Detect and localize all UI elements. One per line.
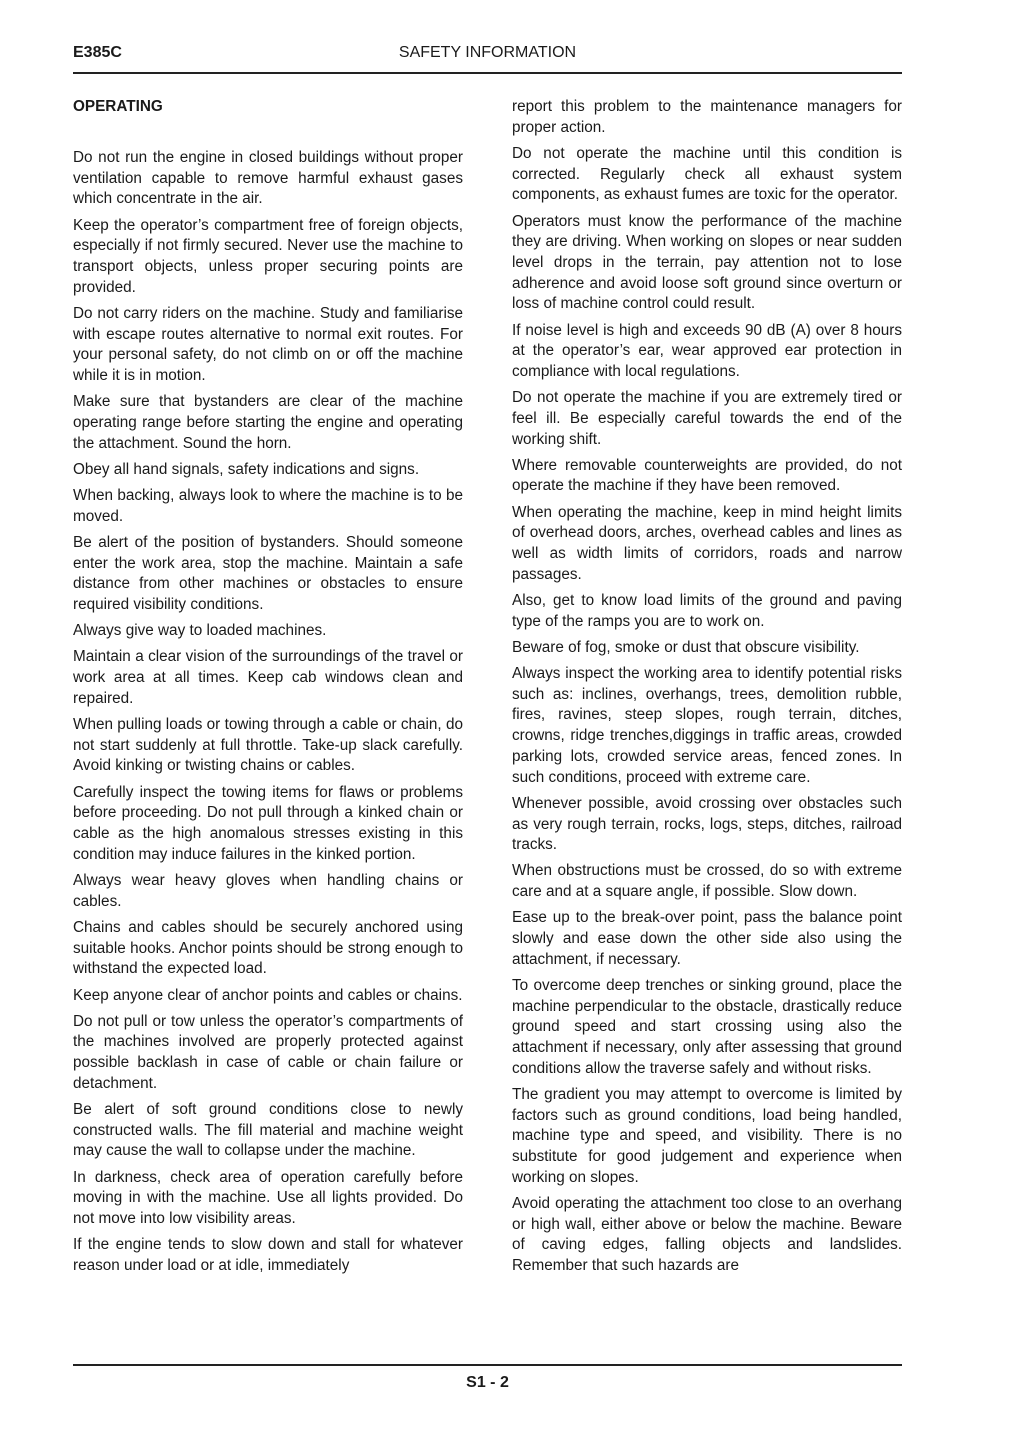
- paragraph: Keep anyone clear of anchor points and cables or chains.: [73, 986, 463, 1004]
- right-column: [512, 97, 902, 1282]
- paragraph: If the engine tends to slow down and stall for whatever reason under load or at idle, immediately: [73, 1236, 463, 1274]
- paragraph: Carefully inspect the towing items for flaws or problems before proceeding. Do not pull through a kinked chain or cable as the high anomalous stresses existing in this condition may induce failures in the kinked portion.: [73, 783, 463, 863]
- page-number: S1 - 2: [466, 1374, 509, 1391]
- paragraph: Always wear heavy gloves when handling chains or cables.: [73, 872, 463, 910]
- paragraph: Operators must know the performance of the machine they are driving. When working on slopes or near sudden level drops in the terrain, pay attention not to lose adherence and avoid loose soft ground since overturn or loss of machine control could result.: [512, 212, 902, 313]
- paragraph: To overcome deep trenches or sinking ground, place the machine perpendicular to the obstacle, drastically reduce ground speed and start crossing using also the attachment if necessary, only after assessing that ground conditions allow the traverse safely and without risks.: [512, 976, 902, 1077]
- page-header-title: SAFETY INFORMATION: [398, 44, 577, 61]
- paragraph: Chains and cables should be securely anchored using suitable hooks. Anchor points should be strong enough to withstand the expected load.: [73, 918, 463, 978]
- header-rule: [73, 72, 902, 74]
- model-label: E385C: [73, 44, 122, 61]
- paragraph: Where removable counterweights are provided, do not operate the machine if they have been removed.: [512, 456, 902, 495]
- paragraph: Do not pull or tow unless the operator’s compartments of the machines involved are properly protected against possible backlash in case of cable or chain failure or detachment.: [73, 1012, 463, 1092]
- paragraph: Maintain a clear vision of the surroundings of the travel or work area at all times. Keep cab windows clean and repaired.: [73, 648, 463, 707]
- paragraph: Avoid operating the attachment too close to an overhang or high wall, either above or below the machine. Beware of caving edges, falling objects and landslides. Remember that such hazards are: [512, 1194, 902, 1275]
- paragraph: Be alert of the position of bystanders. Should someone enter the work area, stop the machine. Maintain a safe distance from other machines or obstacles to ensure required visibility conditions.: [73, 533, 463, 614]
- paragraph: Keep the operator’s compartment free of foreign objects, especially if not firmly secured. Never use the machine to transport objects, unless proper securing points are provided.: [73, 216, 463, 296]
- paragraph: If noise level is high and exceeds 90 dB (A) over 8 hours at the operator’s ear, wear approved ear protection in compliance with local regulations.: [512, 321, 902, 380]
- paragraph: Obey all hand signals, safety indications and signs.: [73, 460, 420, 478]
- paragraph: In darkness, check area of operation carefully before moving in with the machine. Use all lights provided. Do not move into low visibility areas.: [73, 1168, 463, 1228]
- paragraph: Do not operate the machine until this condition is corrected. Regularly check all exhaust system components, as exhaust fumes are toxic for the operator.: [512, 144, 902, 204]
- paragraph: Beware of fog, smoke or dust that obscure visibility.: [512, 638, 860, 656]
- paragraph: Always inspect the working area to identify potential risks such as: inclines, overhangs, trees, demolition rubble, fires, ravines, steep slopes, rough terrain, ditches, crowns, ridge trenches,diggings in traffic areas, crowded parking lots, crowded service areas, fenced zones. In such conditions, proceed with extreme care.: [512, 665, 902, 786]
- paragraph: Make sure that bystanders are clear of the machine operating range before starting the engine and operating the attachment. Sound the horn.: [73, 393, 463, 452]
- footer-rule: [73, 1364, 902, 1366]
- paragraph: When operating the machine, keep in mind height limits of overhead doors, arches, overhead cables and lines as well as width limits of corridors, roads and narrow passages.: [512, 503, 902, 583]
- paragraph: Whenever possible, avoid crossing over obstacles such as very rough terrain, rocks, logs, steps, ditches, railroad tracks.: [512, 794, 902, 854]
- page-header: [73, 44, 902, 64]
- section-title: OPERATING: [73, 98, 163, 115]
- paragraph: Be alert of soft ground conditions close to newly constructed walls. The fill material and machine weight may cause the wall to collapse under the machine.: [73, 1101, 463, 1160]
- paragraph: When pulling loads or towing through a cable or chain, do not start suddenly at full throttle. Take-up slack carefully. Avoid kinking or twisting chains or cables.: [73, 716, 463, 775]
- paragraph: Do not run the engine in closed buildings without proper ventilation capable to remove harmful exhaust gases which concentrate in the air.: [73, 149, 463, 208]
- paragraph: report this problem to the maintenance managers for proper action.: [512, 98, 902, 136]
- paragraph: Also, get to know load limits of the ground and paving type of the ramps you are to work on.: [512, 591, 902, 630]
- paragraph: When backing, always look to where the machine is to be moved.: [73, 487, 463, 525]
- paragraph: Do not operate the machine if you are extremely tired or feel ill. Be especially careful towards the end of the working shift.: [512, 389, 902, 448]
- paragraph: The gradient you may attempt to overcome is limited by factors such as ground conditions, load being handled, machine type and speed, and visibility. There is no substitute for good judgement and experience when working on slopes.: [512, 1085, 902, 1186]
- left-column: [73, 96, 463, 1282]
- paragraph: Ease up to the break-over point, pass the balance point slowly and ease down the other side also using the attachment, if necessary.: [512, 909, 902, 968]
- paragraph: Always give way to loaded machines.: [73, 622, 327, 640]
- paragraph: Do not carry riders on the machine. Study and familiarise with escape routes alternative to normal exit routes. For your personal safety, do not climb on or off the machine while it is in motion.: [73, 304, 463, 385]
- paragraph: When obstructions must be crossed, do so with extreme care and at a square angle, if possible. Slow down.: [512, 862, 902, 901]
